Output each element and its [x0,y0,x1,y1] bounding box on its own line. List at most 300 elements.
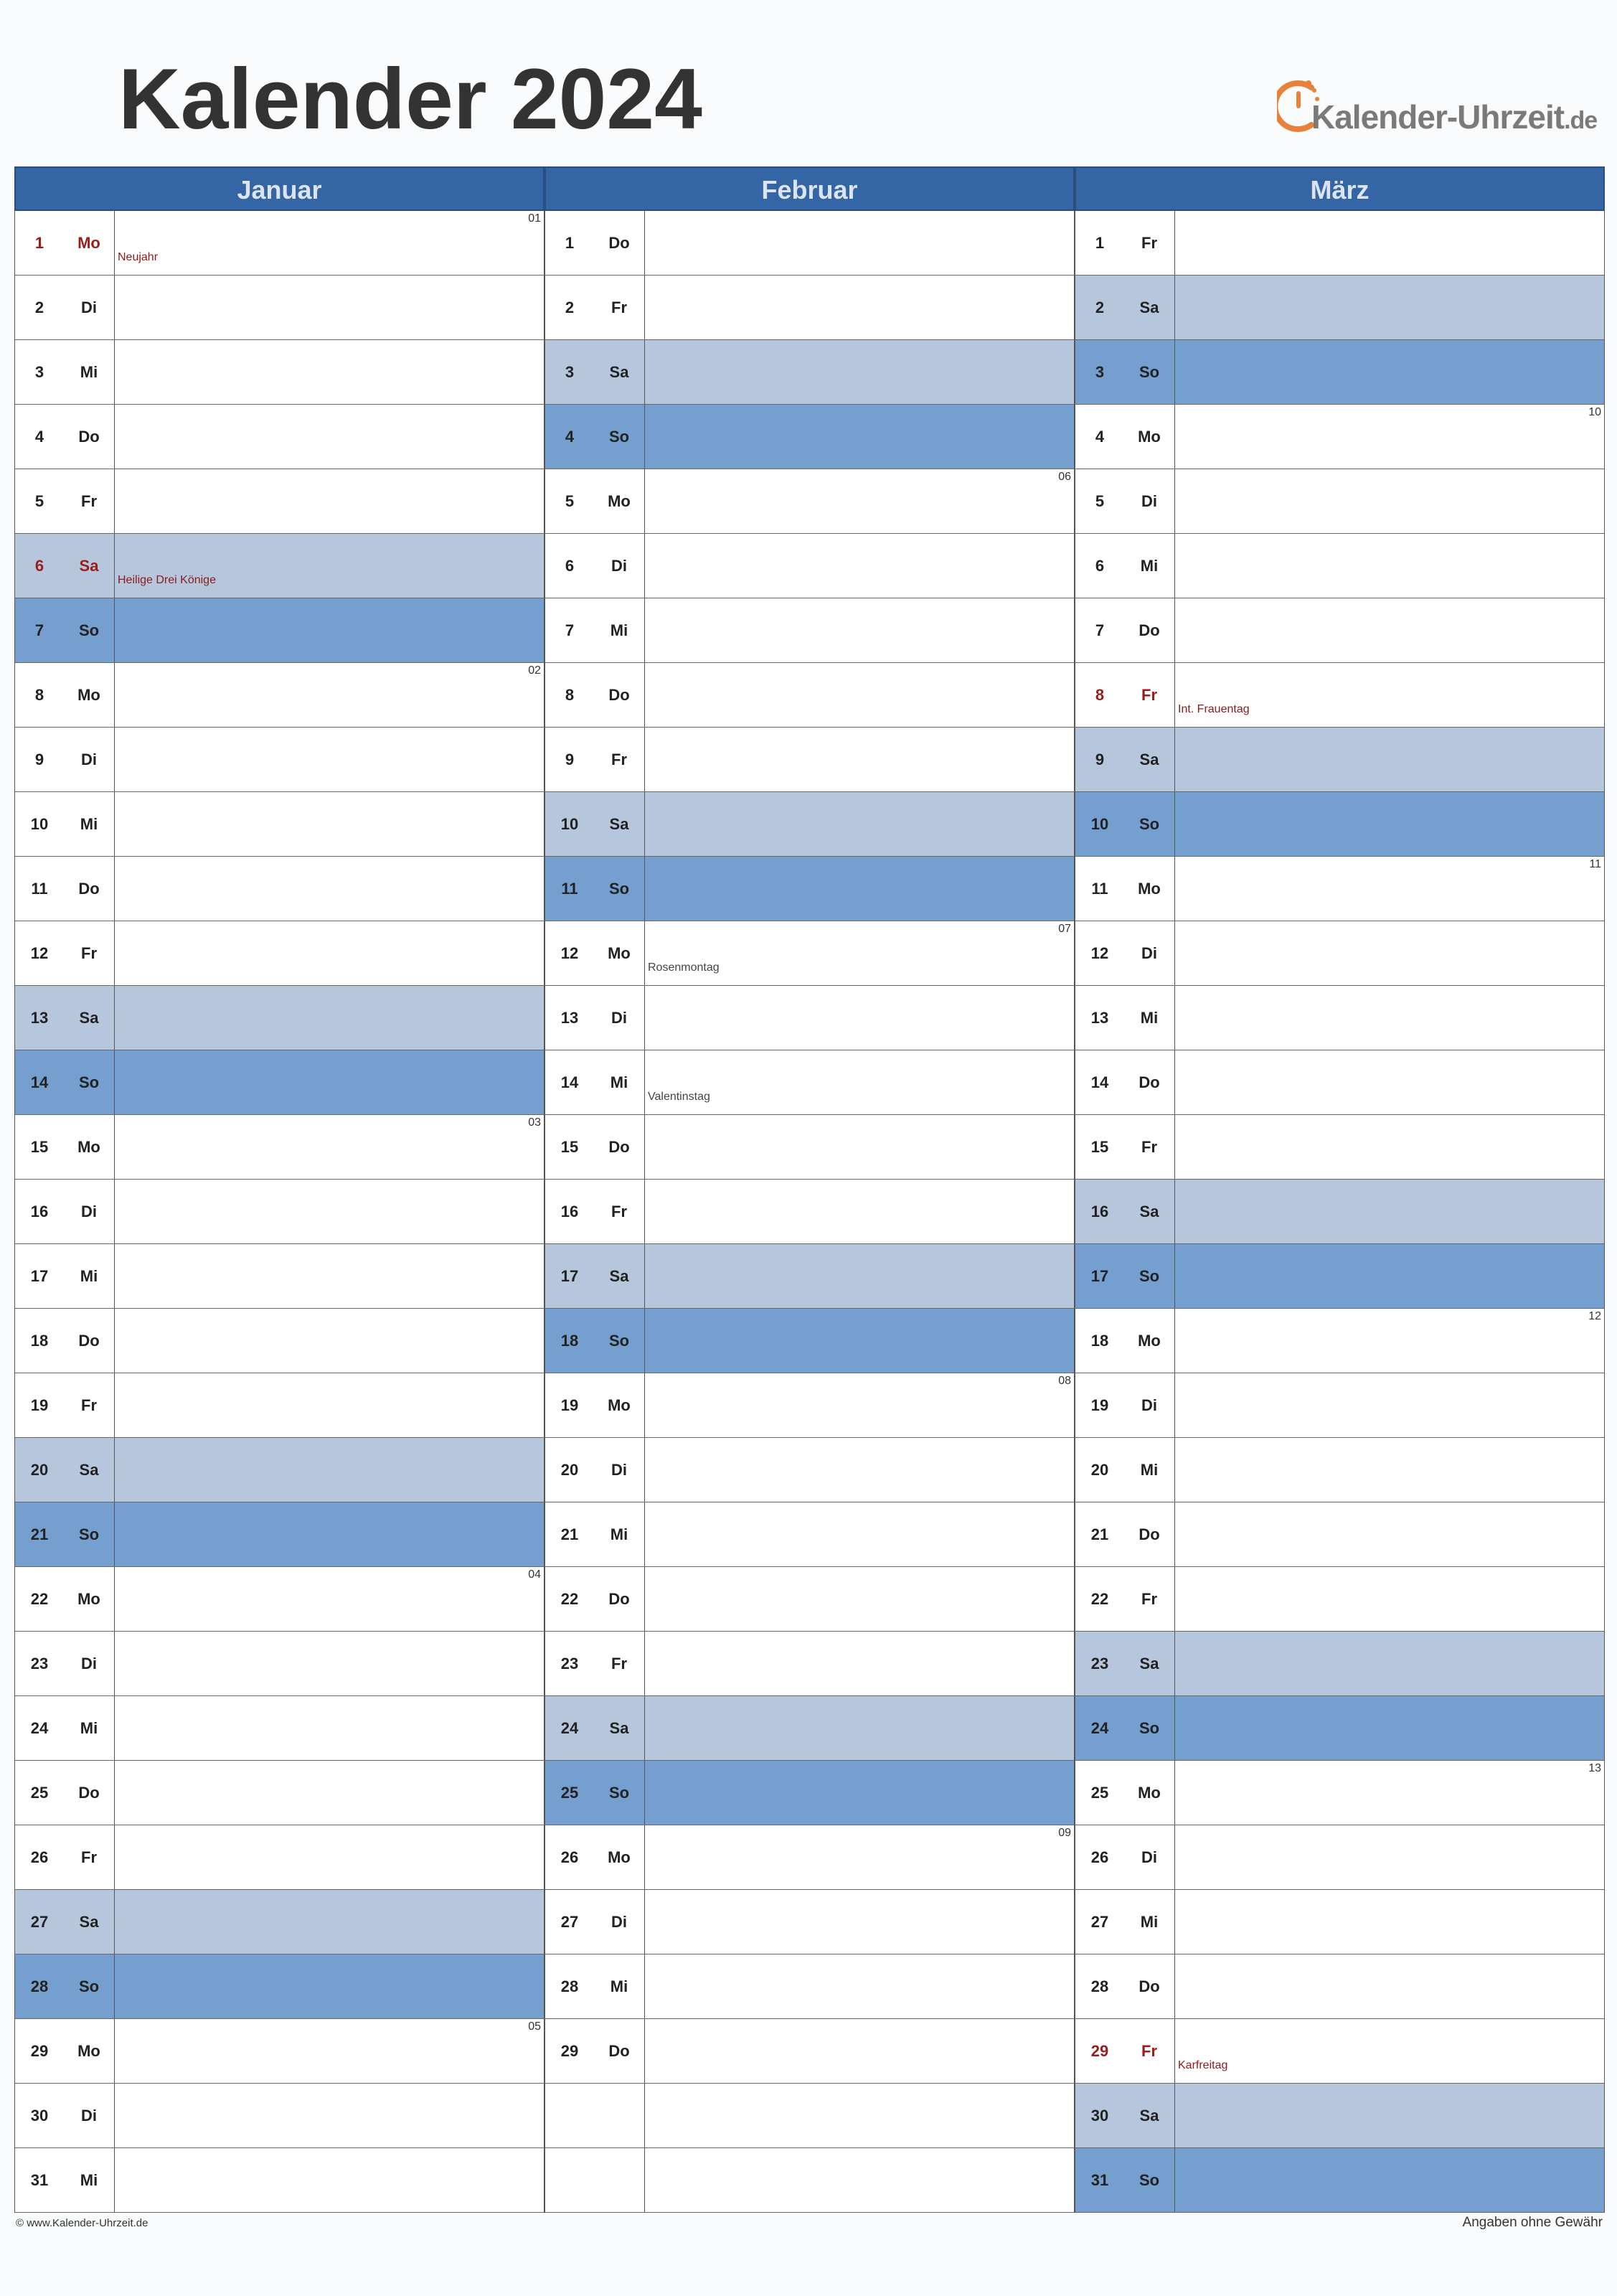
day-number: 10 [1090,815,1109,833]
day-rows [1075,211,1605,2212]
weekday-label: Di [1141,1396,1157,1414]
day-row[interactable] [544,534,1075,598]
weekday-label: Di [611,557,627,575]
day-row[interactable] [1075,1050,1605,1115]
day-number: 2 [34,298,44,316]
month-header: März [1075,166,1605,211]
cell-divider [644,276,645,339]
weekday-label: So [608,880,630,898]
day-number: 25 [560,1784,579,1802]
day-number: 22 [1090,1590,1109,1608]
weekday-label: Fr [81,1848,97,1866]
weekday-label: Mo [1138,1332,1161,1350]
day-row[interactable] [544,276,1075,340]
cell-divider [1174,2148,1175,2212]
day-row[interactable] [14,986,544,1050]
weekday-label: Mi [80,2171,98,2189]
weekday-label: So [78,621,100,639]
day-row[interactable] [544,1632,1075,1696]
day-number: 23 [1090,1655,1109,1672]
day-number: 4 [565,428,575,446]
cell-divider [114,598,115,662]
day-row[interactable] [14,405,544,469]
day-number: 14 [30,1073,49,1091]
day-number: 28 [30,1977,49,1995]
weekday-label: Fr [611,1203,627,1220]
day-number: 24 [1090,1719,1109,1737]
weekday-label: Di [611,1009,627,1027]
weekday-label: Do [608,234,630,252]
day-row[interactable] [14,211,544,276]
day-row[interactable] [14,728,544,792]
cell-divider [1174,728,1175,791]
day-note: Int. Frauentag [1178,703,1250,715]
day-row[interactable] [544,728,1075,792]
day-number: 12 [1090,944,1109,962]
day-row[interactable] [14,2148,544,2213]
weekday-label: Sa [1139,2107,1159,2125]
day-row[interactable] [544,1180,1075,1244]
cell-divider [1174,663,1175,727]
cell-divider [1174,1696,1175,1760]
weekday-label: Fr [81,944,97,962]
cell-divider [114,2084,115,2147]
day-row[interactable] [14,1825,544,1890]
weekday-label: Fr [1141,686,1157,704]
day-row[interactable] [1075,405,1605,469]
weekday-label: Di [81,1655,97,1672]
day-number: 13 [1090,1009,1109,1027]
day-number [545,2148,594,2213]
day-row[interactable] [14,469,544,534]
cell-divider [644,1890,645,1954]
day-row[interactable] [14,1502,544,1567]
weekday-label: Di [611,1461,627,1479]
day-row[interactable] [544,1567,1075,1632]
cell-divider [114,1825,115,1889]
day-number: 31 [1090,2171,1109,2189]
day-row[interactable] [1075,2084,1605,2148]
day-number: 12 [560,944,579,962]
day-row[interactable] [544,2084,1075,2148]
weekday-label: So [608,1332,630,1350]
weekday-label: Di [81,2107,97,2125]
day-number: 29 [1090,2042,1109,2060]
day-row[interactable] [14,1309,544,1373]
cell-divider [644,1373,645,1437]
cell-divider [1174,1180,1175,1243]
day-number: 19 [560,1396,579,1414]
weekday-label: Mi [80,1719,98,1737]
day-row[interactable] [1075,1696,1605,1761]
day-row[interactable] [1075,1180,1605,1244]
cell-divider [644,2084,645,2147]
cell-divider [114,2148,115,2212]
day-number: 25 [30,1784,49,1802]
week-number: 01 [528,212,541,225]
day-row[interactable] [14,2019,544,2084]
day-number: 21 [30,1525,49,1543]
day-number: 11 [31,880,48,898]
footer-copyright: © www.Kalender-Uhrzeit.de [16,2217,148,2229]
cell-divider [1174,921,1175,985]
week-number: 11 [1589,858,1601,870]
cell-divider [114,986,115,1050]
month-column-0 [14,166,544,2212]
cell-divider [114,1438,115,1502]
month-header: Januar [14,166,544,211]
weekday-label: Do [78,880,100,898]
cell-divider [644,1825,645,1889]
weekday-label: So [1138,1719,1160,1737]
day-row[interactable] [14,857,544,921]
weekday-label: Do [608,2042,630,2060]
day-number: 15 [1090,1138,1109,1156]
day-number: 30 [30,2107,49,2125]
day-row[interactable] [544,211,1075,276]
cell-divider [114,1696,115,1760]
day-row[interactable] [1075,1244,1605,1309]
day-row[interactable] [544,469,1075,534]
cell-divider [644,1050,645,1114]
cell-divider [1174,1502,1175,1566]
cell-divider [644,1761,645,1825]
week-number: 06 [1058,471,1071,483]
cell-divider [114,1115,115,1179]
day-number: 9 [1095,751,1105,768]
day-number: 10 [30,815,49,833]
day-row[interactable] [544,2148,1075,2213]
day-row[interactable] [14,1373,544,1438]
week-number: 13 [1588,1762,1601,1774]
weekday-label: Do [1138,1073,1160,1091]
cell-divider [644,1438,645,1502]
day-row[interactable] [1075,1890,1605,1954]
cell-divider [114,469,115,533]
weekday-label: Sa [609,363,629,381]
weekday-label: Sa [79,1913,99,1931]
day-row[interactable] [544,663,1075,728]
weekday-label: Sa [1139,751,1159,768]
weekday-label: Mo [77,2042,100,2060]
weekday-label: So [78,1073,100,1091]
weekday-label: Sa [609,1267,629,1285]
day-number: 6 [34,557,44,575]
day-number: 11 [1091,880,1108,898]
cell-divider [1174,1050,1175,1114]
day-row[interactable] [1075,728,1605,792]
day-row[interactable] [1075,534,1605,598]
weekday-label: Mi [80,363,98,381]
weekday-label: Di [81,751,97,768]
day-row[interactable] [544,1696,1075,1761]
weekday-label: Mo [77,1590,100,1608]
weekday-label: So [1138,363,1160,381]
day-number: 2 [1095,298,1105,316]
cell-divider [1174,598,1175,662]
day-row[interactable] [1075,469,1605,534]
week-number: 05 [528,2020,541,2033]
day-number: 30 [1090,2107,1109,2125]
day-row[interactable] [14,1180,544,1244]
day-number: 2 [565,298,575,316]
weekday-label: So [1138,815,1160,833]
day-row[interactable] [14,1890,544,1954]
cell-divider [1174,857,1175,921]
weekday-label: Sa [79,557,99,575]
weekday-label: Do [1138,1525,1160,1543]
weekday-label: Do [1138,621,1160,639]
weekday-label: So [78,1977,100,1995]
month-header: Februar [544,166,1075,211]
week-number: 08 [1058,1375,1071,1387]
cell-divider [114,1050,115,1114]
weekday-label: Do [608,1138,630,1156]
weekday-label: Mo [608,492,631,510]
week-number: 07 [1058,923,1071,935]
day-row[interactable] [544,1502,1075,1567]
day-number: 22 [30,1590,49,1608]
day-number: 27 [1090,1913,1109,1931]
cell-divider [114,1373,115,1437]
day-row[interactable] [544,1050,1075,1115]
cell-divider [1174,1825,1175,1889]
cell-divider [644,921,645,985]
cell-divider [644,1632,645,1695]
day-row[interactable] [1075,1373,1605,1438]
cell-divider [644,340,645,404]
day-number: 20 [1090,1461,1109,1479]
day-row[interactable] [1075,1954,1605,2019]
day-row[interactable] [544,1244,1075,1309]
day-row[interactable] [14,340,544,405]
day-row[interactable] [14,1954,544,2019]
cell-divider [114,534,115,598]
day-row[interactable] [544,1373,1075,1438]
day-row[interactable] [544,857,1075,921]
weekday-label: Do [78,1784,100,1802]
month-column-1 [544,166,1075,2212]
day-number: 25 [1090,1784,1109,1802]
cell-divider [644,857,645,921]
day-row[interactable] [544,1761,1075,1825]
day-row[interactable] [544,1825,1075,1890]
day-number: 18 [1090,1332,1109,1350]
cell-divider [1174,469,1175,533]
day-row[interactable] [544,1309,1075,1373]
day-row[interactable] [14,663,544,728]
cell-divider [114,1890,115,1954]
day-number: 9 [565,751,575,768]
brand-logo[interactable] [1277,72,1598,151]
day-number: 18 [560,1332,579,1350]
logo-text [1311,98,1597,136]
cell-divider [114,1244,115,1308]
weekday-label: Mi [610,1525,628,1543]
day-number: 3 [565,363,575,381]
day-row[interactable] [1075,986,1605,1050]
weekday-label [594,2148,644,2213]
day-row[interactable] [1075,792,1605,857]
day-number: 4 [1095,428,1105,446]
day-row[interactable] [14,1115,544,1180]
day-row[interactable] [1075,1567,1605,1632]
weekday-label: Fr [81,1396,97,1414]
day-number: 7 [1095,621,1105,639]
day-row[interactable] [544,986,1075,1050]
day-row[interactable] [14,1567,544,1632]
day-row[interactable] [1075,1438,1605,1502]
logo-tld: .de [1564,107,1598,134]
day-number: 21 [1090,1525,1109,1543]
day-number: 27 [560,1913,579,1931]
weekday-label: Mi [1140,1009,1159,1027]
day-row[interactable] [544,2019,1075,2084]
cell-divider [114,792,115,856]
weekday-label: Mi [1140,1913,1159,1931]
weekday-label: Sa [1139,1203,1159,1220]
day-number: 15 [30,1138,49,1156]
day-row[interactable] [1075,663,1605,728]
day-number: 17 [30,1267,49,1285]
day-row[interactable] [14,921,544,986]
day-row[interactable] [14,1696,544,1761]
day-row[interactable] [1075,598,1605,663]
day-number: 27 [30,1913,49,1931]
day-row[interactable] [544,1438,1075,1502]
day-number: 6 [565,557,575,575]
weekday-label: Mi [610,621,628,639]
day-row[interactable] [1075,921,1605,986]
day-number: 23 [30,1655,49,1672]
day-row[interactable] [14,1438,544,1502]
day-row[interactable] [544,1890,1075,1954]
weekday-label: Mi [80,815,98,833]
weekday-label: Sa [1139,298,1159,316]
day-row[interactable] [14,2084,544,2148]
day-row[interactable] [1075,857,1605,921]
weekday-label: Di [1141,1848,1157,1866]
cell-divider [644,986,645,1050]
day-row[interactable] [1075,2148,1605,2213]
weekday-label: Fr [611,1655,627,1672]
day-number: 19 [1090,1396,1109,1414]
weekday-label: Do [608,1590,630,1608]
day-row[interactable] [14,598,544,663]
day-row[interactable] [14,276,544,340]
weekday-label: Sa [609,1719,629,1737]
day-number: 24 [30,1719,49,1737]
cell-divider [1174,986,1175,1050]
weekday-label: Mo [77,234,100,252]
weekday-label: So [1138,2171,1160,2189]
day-number: 1 [34,234,44,252]
cell-divider [644,1115,645,1179]
day-row[interactable] [544,405,1075,469]
weekday-label: Mo [77,1138,100,1156]
day-number: 12 [30,944,49,962]
day-row[interactable] [14,1761,544,1825]
day-row[interactable] [1075,1761,1605,1825]
day-note: Rosenmontag [648,961,720,974]
weekday-label: Fr [611,751,627,768]
day-row[interactable] [14,1632,544,1696]
cell-divider [1174,534,1175,598]
weekday-label: Di [81,1203,97,1220]
day-note: Neujahr [118,251,159,263]
day-number: 19 [30,1396,49,1414]
day-number: 8 [1095,686,1105,704]
cell-divider [114,276,115,339]
day-row[interactable] [544,1115,1075,1180]
day-row[interactable] [544,598,1075,663]
weekday-label: Mo [1138,428,1161,446]
day-row[interactable] [1075,211,1605,276]
weekday-label: Di [611,1913,627,1931]
weekday-label: Do [608,686,630,704]
day-row[interactable] [544,792,1075,857]
day-row[interactable] [544,921,1075,986]
day-number: 29 [560,2042,579,2060]
day-row[interactable] [14,1050,544,1115]
cell-divider [644,2019,645,2083]
day-row[interactable] [14,534,544,598]
day-row[interactable] [544,340,1075,405]
week-number: 09 [1058,1827,1071,1839]
cell-divider [644,1567,645,1631]
day-row[interactable] [544,1954,1075,2019]
weekday-label: So [608,1784,630,1802]
day-row[interactable] [1075,340,1605,405]
day-row[interactable] [1075,1502,1605,1567]
day-number: 18 [30,1332,49,1350]
weekday-label: Fr [1141,234,1157,252]
day-number: 7 [34,621,44,639]
week-number: 02 [528,664,541,677]
cell-divider [114,1309,115,1373]
day-number: 5 [1095,492,1105,510]
day-row[interactable] [14,1244,544,1309]
day-note: Karfreitag [1178,2059,1228,2071]
day-row[interactable] [1075,1115,1605,1180]
day-number: 28 [1090,1977,1109,1995]
day-number: 15 [560,1138,579,1156]
footer-disclaimer: Angaben ohne Gewähr [1462,2215,1603,2230]
day-row[interactable] [1075,1825,1605,1890]
week-number: 03 [528,1116,541,1129]
weekday-label: So [608,428,630,446]
weekday-label: Sa [609,815,629,833]
day-row[interactable] [1075,1309,1605,1373]
cell-divider [114,2019,115,2083]
day-row[interactable] [1075,2019,1605,2084]
weekday-label: Do [78,428,100,446]
day-number: 1 [565,234,575,252]
day-number: 16 [1090,1203,1109,1220]
weekday-label: Mo [77,686,100,704]
weekday-label: Mo [1138,880,1161,898]
weekday-label: Mo [1138,1784,1161,1802]
day-row[interactable] [1075,276,1605,340]
day-number: 11 [561,880,578,898]
day-row[interactable] [14,792,544,857]
weekday-label: Sa [1139,1655,1159,1672]
cell-divider [114,857,115,921]
weekday-label: Fr [81,492,97,510]
cell-divider [644,663,645,727]
weekday-label: Mo [608,944,631,962]
day-row[interactable] [1075,1632,1605,1696]
